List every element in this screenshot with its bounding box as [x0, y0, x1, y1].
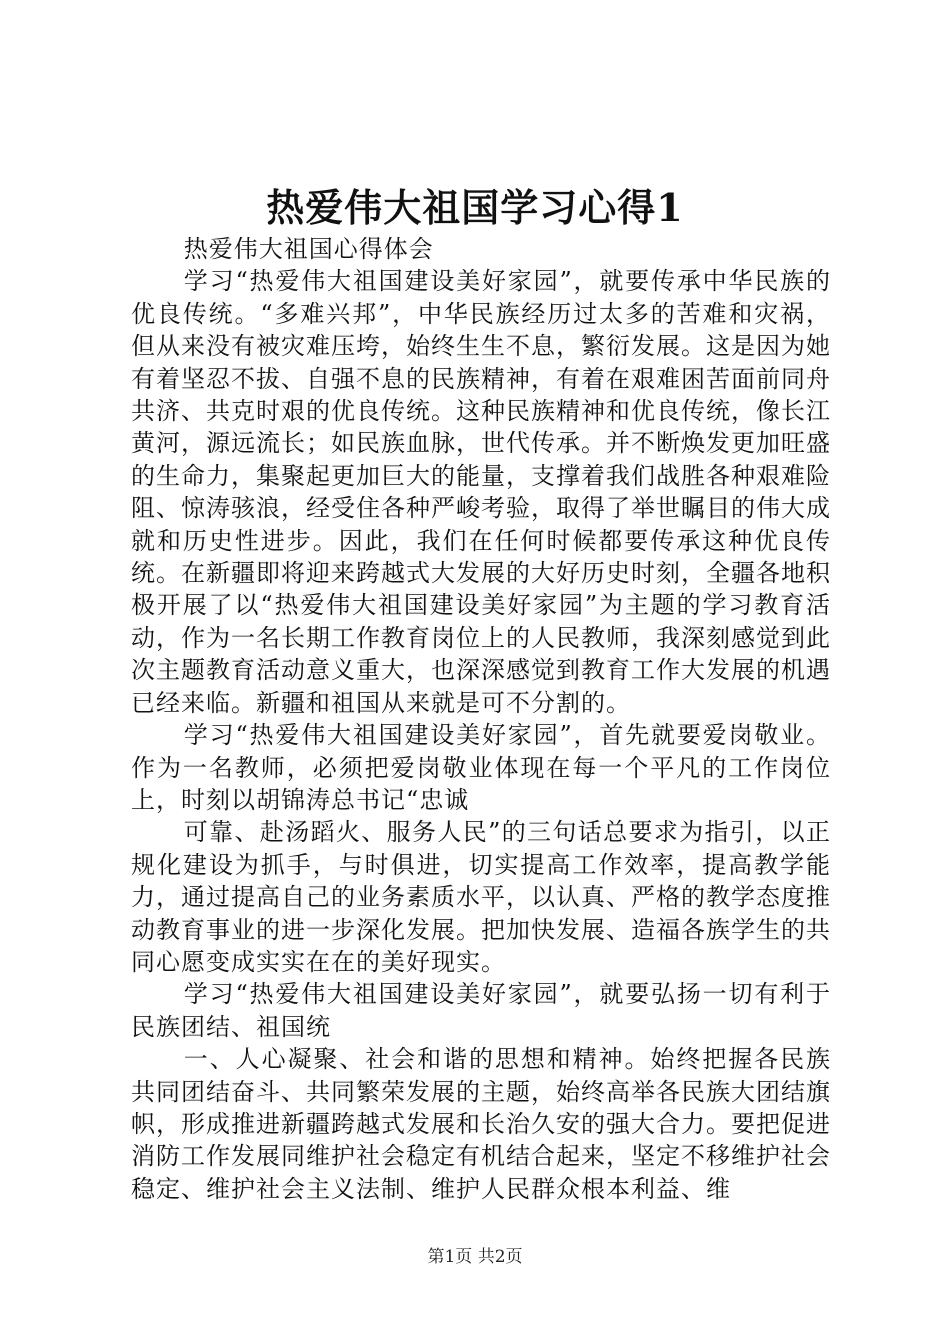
paragraph: 学习“热爱伟大祖国建设美好家园”，就要传承中华民族的优良传统。“多难兴邦”，中华民族经历过太多的苦难和灾祸，但从来没有被灾难压垮，始终生生不息，繁衍发展。这是因为她有着坚忍不拔、自强不息的民族精神，有着在艰难困苦面前同舟共济、共克时艰的优良传统。这种民族精神和优良传统，像长江黄河，源远流长；如民族血脉，世代传承。并不断焕发更加旺盛的生命力，集聚起更加巨大的能量，支撑着我们战胜各种艰难险阻、惊涛骇浪，经受住各种严峻考验，取得了举世瞩目的伟大成就和历史性进步。因此，我们在任何时候都要传承这种优良传统。在新疆即将迎来跨越式大发展的大好历史时刻，全疆各地积极开展了以“热爱伟大祖国建设美好家园”为主题的学习教育活动，作为一名长期工作教育岗位上的人民教师，我深刻感觉到此次主题教育活动意义重大，也深深感觉到教育工作大发展的机遇已经来临。新疆和祖国从来就是可不分割的。 [131, 267, 831, 717]
document-body [131, 233, 831, 1205]
document-title: 热爱伟大祖国学习心得1 [266, 185, 684, 230]
paragraph: 可靠、赴汤蹈火、服务人民”的三句话总要求为指引，以正规化建设为抓手，与时俱进，切实提高工作效率，提高教学能力，通过提高自己的业务素质水平，以认真、严格的教学态度推动教育事业的进一步深化发展。把加快发展、造福各族学生的共同心愿变成实实在在的美好现实。 [131, 818, 831, 976]
page-footer: 第1页 共2页 [427, 1247, 523, 1267]
paragraph-subtitle: 热爱伟大祖国心得体会 [183, 235, 434, 263]
paragraph: 学习“热爱伟大祖国建设美好家园”，首先就要爱岗敬业。作为一名教师，必须把爱岗敬业体现在每一个平凡的工作岗位上，时刻以胡锦涛总书记“忠诚 [131, 721, 831, 814]
paragraph: 学习“热爱伟大祖国建设美好家园”，就要弘扬一切有利于民族团结、祖国统 [131, 980, 831, 1041]
paragraph: 一、人心凝聚、社会和谐的思想和精神。始终把握各民族共同团结奋斗、共同繁荣发展的主题，始终高举各民族大团结旗帜，形成推进新疆跨越式发展和长治久安的强大合力。要把促进消防工作发展同维护社会稳定有机结合起来，坚定不移维护社会稳定、维护社会主义法制、维护人民群众根本利益、维 [131, 1045, 831, 1203]
